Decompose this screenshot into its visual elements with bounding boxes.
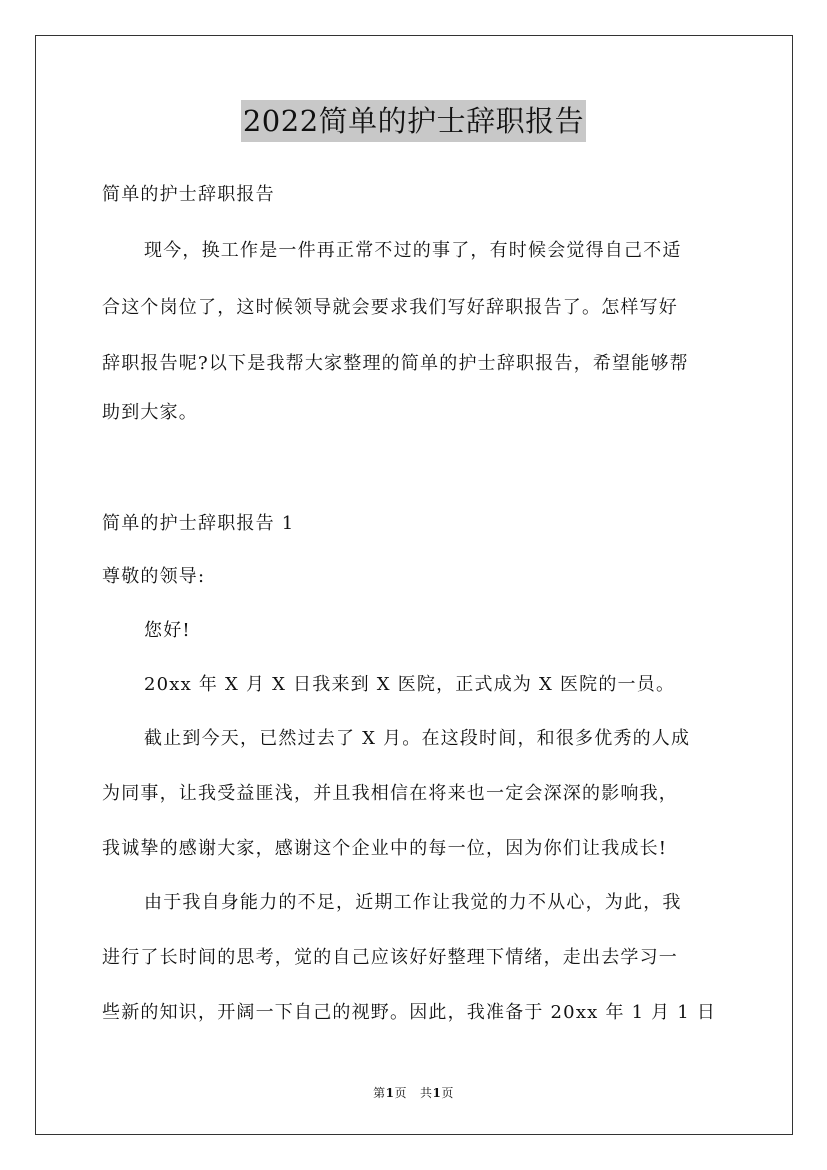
page-footer [0,1084,827,1101]
paragraph-3-line: 些新的知识，开阔一下自己的视野。因此，我准备于 20xx 年 1 月 1 日 [102,1002,717,1023]
paragraph-2-line: 为同事，让我受益匪浅，并且我相信在将来也一定会深深的影响我， [102,783,678,804]
paragraph-2-line: 我诚挚的感谢大家，感谢这个企业中的每一位，因为你们让我成长! [102,838,668,859]
intro-line: 助到大家。 [102,402,198,423]
intro-line: 现今，换工作是一件再正常不过的事了，有时候会觉得自己不适 [144,240,682,261]
intro-line: 辞职报告呢?以下是我帮大家整理的简单的护士辞职报告，希望能够帮 [102,353,689,374]
intro-line: 合这个岗位了，这时候领导就会要求我们写好辞职报告了。怎样写好 [102,297,678,318]
footer-total-pages: 1 [432,1086,442,1100]
footer-suffix: 页 [441,1086,454,1100]
footer-page-number: 1 [385,1086,395,1100]
title-wrap [0,100,827,142]
salutation: 尊敬的领导: [102,566,206,587]
paragraph-3-line: 进行了长时间的思考，觉的自己应该好好整理下情绪，走出去学习一 [102,947,678,968]
paragraph-3-line: 由于我自身能力的不足，近期工作让我觉的力不从心，为此，我 [144,892,682,913]
section-heading: 简单的护士辞职报告 1 [102,513,295,534]
footer-prefix: 第 [373,1086,386,1100]
subtitle: 简单的护士辞职报告 [102,184,275,205]
greeting: 您好! [144,620,191,641]
footer-mid: 页 共 [394,1086,433,1100]
paragraph-2-line: 截止到今天，已然过去了 X 月。在这段时间，和很多优秀的人成 [144,728,691,749]
document-title: 2022简单的护士辞职报告 [241,100,586,142]
paragraph-1: 20xx 年 X 月 X 日我来到 X 医院，正式成为 X 医院的一员。 [144,674,676,695]
